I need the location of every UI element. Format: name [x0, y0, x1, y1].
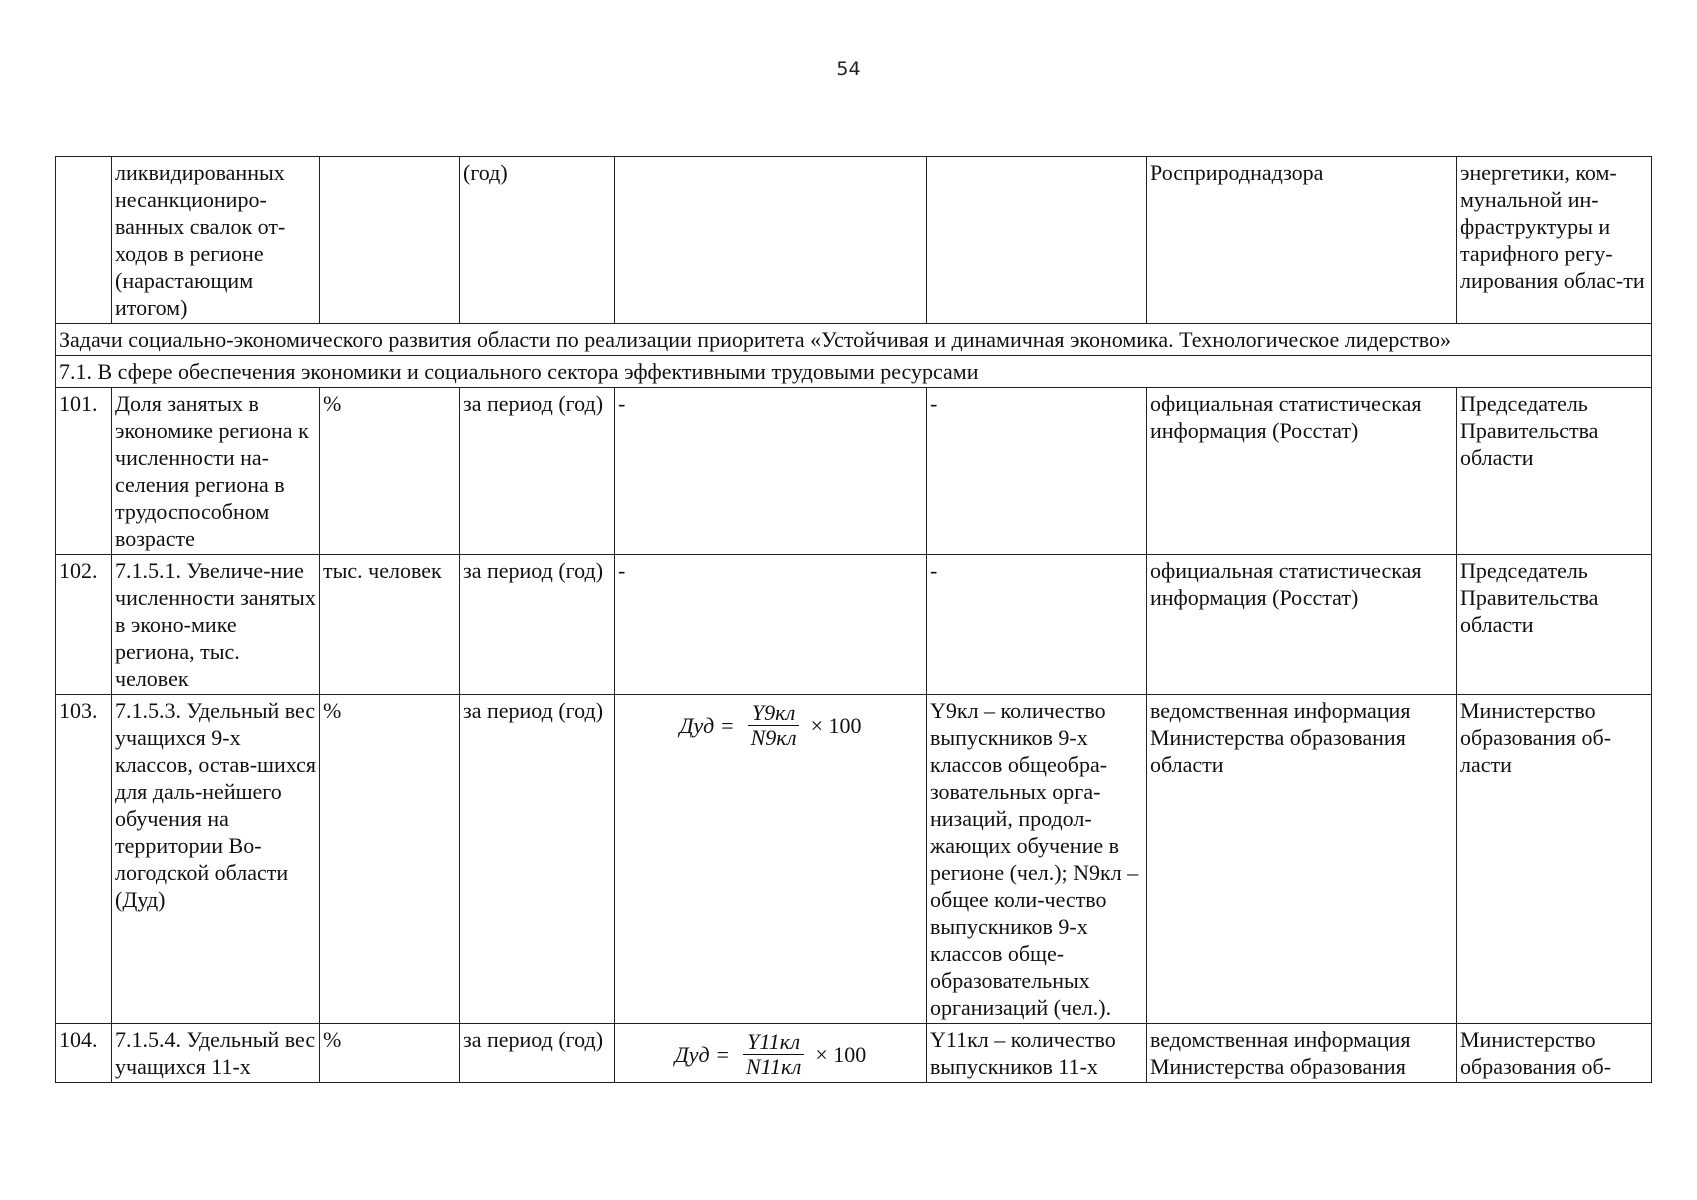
page-number: 54 — [836, 58, 861, 80]
cell-unit: тыс. человек — [320, 555, 460, 695]
cell-source: ведомственная информация Министерства образования — [1147, 1024, 1457, 1083]
cell-source: официальная статистическая информация (Росстат) — [1147, 555, 1457, 695]
cell-indicator-name: 7.1.5.3. Удельный вес учащихся 9-х классов, остав-шихся для даль-нейшего обучения на территории Во-логодской области (Дуд) — [112, 695, 320, 1024]
task-banner: Задачи социально-экономического развития области по реализации приоритета «Устойчивая и динамичная экономика. Технологическое лидерство» — [56, 324, 1652, 356]
cell-formula — [615, 1024, 927, 1083]
section-banner: 7.1. В сфере обеспечения экономики и социального сектора эффективными трудовыми ресурсами — [56, 356, 1652, 388]
cell-source: Росприроднадзора — [1147, 157, 1457, 324]
fraction-denominator: N9кл — [750, 725, 797, 750]
cell-unit: % — [320, 1024, 460, 1083]
fraction — [742, 1030, 805, 1079]
fraction — [747, 701, 801, 750]
table-row — [56, 157, 1652, 324]
cell-responsible: Председатель Правительства области — [1457, 555, 1652, 695]
formula — [618, 1026, 923, 1079]
cell-indicator-name: 7.1.5.4. Удельный вес учащихся 11-х — [112, 1024, 320, 1083]
indicators-table — [55, 156, 1652, 1083]
formula-lhs: Дуд = — [674, 1042, 730, 1067]
cell-notes: - — [927, 388, 1147, 555]
cell-indicator-name: ликвидированных несанкциониро-ванных свалок от-ходов в регионе (нарастающим итогом) — [112, 157, 320, 324]
fraction-numerator: Y9кл — [748, 701, 800, 726]
cell-formula — [615, 157, 927, 324]
cell-responsible: Председатель Правительства области — [1457, 388, 1652, 555]
cell-period: за период (год) — [460, 1024, 615, 1083]
cell-responsible: Министерство образования об- — [1457, 1024, 1652, 1083]
table-row — [56, 388, 1652, 555]
cell-indicator-name: Доля занятых в экономике региона к численности на-селения региона в трудоспособном возрасте — [112, 388, 320, 555]
cell-num: 101. — [56, 388, 112, 555]
cell-period: (год) — [460, 157, 615, 324]
cell-source: официальная статистическая информация (Росстат) — [1147, 388, 1457, 555]
cell-period: за период (год) — [460, 388, 615, 555]
fraction-denominator: N11кл — [745, 1054, 802, 1079]
cell-formula: - — [615, 555, 927, 695]
cell-indicator-name: 7.1.5.1. Увеличе-ние численности занятых в эконо-мике региона, тыс. человек — [112, 555, 320, 695]
formula-multiplier: × 100 — [810, 713, 862, 738]
cell-notes: Y9кл – количество выпускников 9-х классов общеобра-зовательных орга-низаций, продол-жающих обучение в регионе (чел.); N9кл – общее коли-чество выпускников 9-х классов обще-образовательных организаций (чел.). — [927, 695, 1147, 1024]
cell-formula: - — [615, 388, 927, 555]
cell-num — [56, 157, 112, 324]
table-row — [56, 555, 1652, 695]
cell-unit: % — [320, 388, 460, 555]
cell-period: за период (год) — [460, 555, 615, 695]
cell-period: за период (год) — [460, 695, 615, 1024]
table-row — [56, 1024, 1652, 1083]
formula — [618, 697, 923, 750]
cell-notes — [927, 157, 1147, 324]
cell-source: ведомственная информация Министерства образования области — [1147, 695, 1457, 1024]
table-row — [56, 324, 1652, 356]
formula-lhs: Дуд = — [679, 713, 735, 738]
cell-num: 103. — [56, 695, 112, 1024]
cell-formula — [615, 695, 927, 1024]
formula-multiplier: × 100 — [815, 1042, 867, 1067]
cell-responsible: энергетики, ком-мунальной ин-фраструктуры и тарифного регу-лирования облас-ти — [1457, 157, 1652, 324]
cell-num: 104. — [56, 1024, 112, 1083]
cell-responsible: Министерство образования об-ласти — [1457, 695, 1652, 1024]
cell-unit: % — [320, 695, 460, 1024]
table-row — [56, 695, 1652, 1024]
cell-unit — [320, 157, 460, 324]
fraction-numerator: Y11кл — [743, 1030, 804, 1055]
cell-notes: Y11кл – количество выпускников 11-х — [927, 1024, 1147, 1083]
cell-num: 102. — [56, 555, 112, 695]
table-row — [56, 356, 1652, 388]
cell-notes: - — [927, 555, 1147, 695]
